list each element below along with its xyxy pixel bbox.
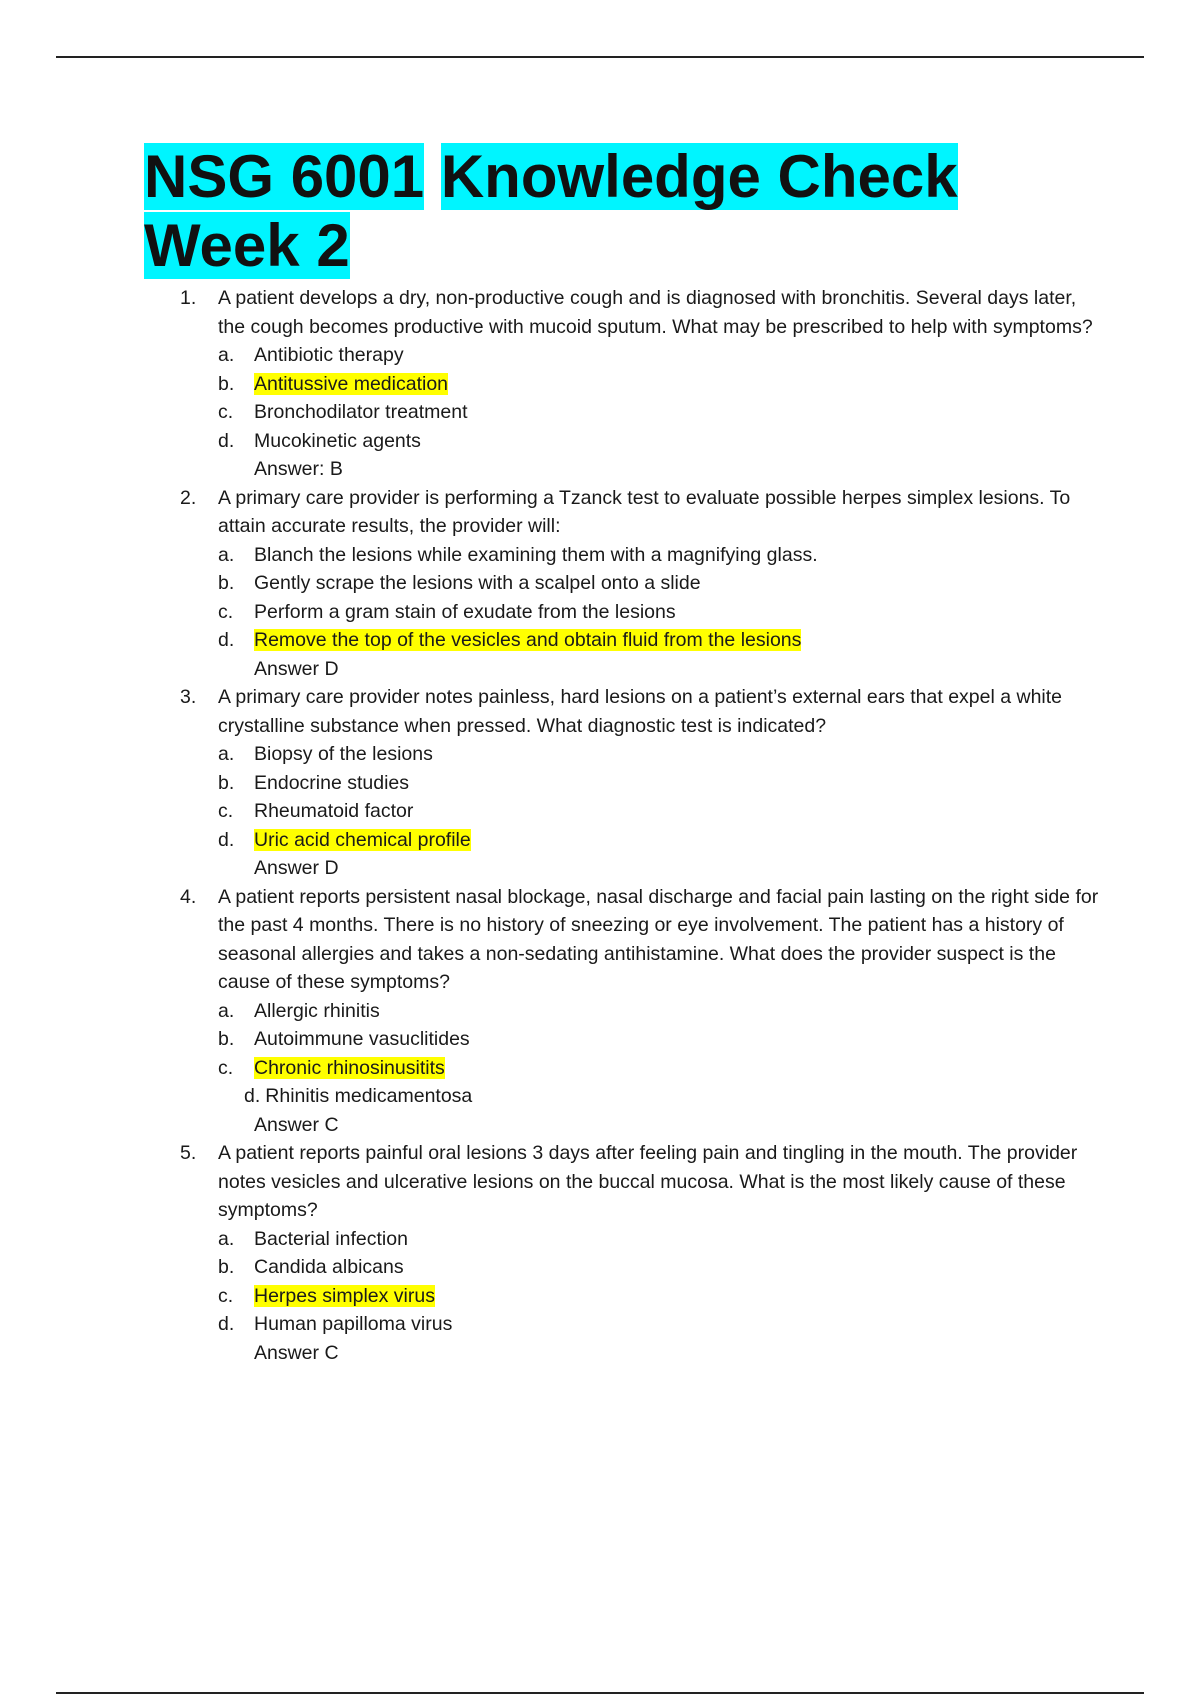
option-text: Chronic rhinosinusitits [254, 1056, 445, 1079]
option-d [218, 427, 1104, 456]
answer-line: Answer C [254, 1113, 339, 1136]
option-label: d. [218, 429, 235, 452]
option-b [218, 1253, 1104, 1282]
option-list [218, 541, 1104, 655]
option-list [218, 740, 1104, 854]
title-segment-knowledge-check: Knowledge Check [440, 143, 958, 210]
question-text: A primary care provider is performing a Tzanck test to evaluate possible herpes simplex lesions. To attain accurate results, the provider will: [218, 486, 1071, 537]
option-list [218, 341, 1104, 455]
highlighted-correct-option: Antitussive medication [254, 372, 449, 395]
question-number: 4. [180, 885, 197, 908]
option-d [218, 1310, 1104, 1339]
option-text: Perform a gram stain of exudate from the lesions [254, 600, 676, 623]
option-d [218, 626, 1104, 655]
option-b [218, 569, 1104, 598]
option-label: c. [218, 600, 234, 623]
document-body [144, 142, 1104, 1367]
option-text: Gently scrape the lesions with a scalpel onto a slide [254, 572, 701, 594]
question-text: A patient reports painful oral lesions 3 days after feeling pain and tingling in the mouth. The provider notes vesicles and ulcerative lesions on the buccal mucosa. What is the most likely cause of these symptoms? [218, 1142, 1078, 1221]
option-a [218, 997, 1104, 1026]
question-list [144, 284, 1104, 1367]
option-a [218, 1225, 1104, 1254]
option-d [218, 826, 1104, 855]
option-text: Rheumatoid factor [254, 800, 414, 822]
question-3 [144, 683, 1104, 883]
option-label: b. [218, 771, 235, 794]
option-c [218, 598, 1104, 627]
question-number: 5. [180, 1142, 197, 1164]
question-4 [144, 883, 1104, 1140]
title-segment-week: Week 2 [144, 212, 350, 279]
option-text: Mucokinetic agents [254, 429, 421, 452]
option-label: b. [218, 1028, 235, 1050]
highlighted-correct-option: Herpes simplex virus [254, 1284, 435, 1307]
option-label: a. [218, 543, 235, 566]
option-text: Rhinitis medicamentosa [265, 1085, 473, 1107]
option-label: a. [218, 743, 235, 765]
question-number: 2. [180, 486, 197, 509]
option-text: Human papilloma virus [254, 1313, 453, 1335]
option-b [218, 370, 1104, 399]
option-a [218, 341, 1104, 370]
answer-line: Answer: B [254, 458, 343, 480]
question-5 [144, 1139, 1104, 1367]
answer-line: Answer D [254, 657, 339, 680]
option-label: b. [218, 1256, 235, 1278]
option-label: c. [218, 401, 234, 423]
option-label: c. [218, 1284, 234, 1307]
question-number: 1. [180, 287, 197, 309]
option-text: Antibiotic therapy [254, 344, 404, 366]
option-label: d. [218, 828, 235, 851]
highlighted-correct-option [218, 1056, 445, 1079]
option-label: b. [218, 372, 235, 395]
option-list [218, 997, 1104, 1111]
option-label: a. [218, 1227, 235, 1250]
option-text: Autoimmune vasuclitides [254, 1028, 470, 1050]
option-d [218, 1082, 1104, 1111]
option-c [218, 398, 1104, 427]
option-text: Endocrine studies [254, 771, 410, 794]
highlighted-correct-option: Remove the top of the vesicles and obtain fluid from the lesions [254, 629, 802, 651]
option-label: d. [244, 1085, 261, 1107]
option-text: Candida albicans [254, 1256, 404, 1278]
option-text: Bacterial infection [254, 1227, 408, 1250]
option-text: Biopsy of the lesions [254, 743, 433, 765]
answer-line: Answer C [254, 1341, 339, 1364]
title-segment-course: NSG 6001 [144, 143, 425, 210]
option-label: b. [218, 572, 235, 594]
option-text: Blanch the lesions while examining them with a magnifying glass. [254, 543, 818, 566]
option-text: Bronchodilator treatment [254, 401, 468, 423]
option-c [218, 1282, 1104, 1311]
option-list [218, 1225, 1104, 1339]
option-c [218, 1054, 1104, 1083]
answer-line: Answer D [254, 857, 339, 879]
question-2 [144, 484, 1104, 684]
option-label: d. [218, 1313, 235, 1335]
option-a [218, 541, 1104, 570]
highlighted-correct-option: Uric acid chemical profile [254, 828, 471, 851]
option-label: d. [218, 629, 235, 651]
question-text: A patient develops a dry, non-productive cough and is diagnosed with bronchitis. Several days later, the cough becomes productive with mucoid sputum. What may be prescribed to help with symptoms? [218, 287, 1093, 338]
option-text: Allergic rhinitis [254, 999, 380, 1022]
page-title [144, 142, 1104, 280]
option-label: a. [218, 999, 235, 1022]
question-text: A primary care provider notes painless, hard lesions on a patient’s external ears that expel a white crystalline substance when pressed. What diagnostic test is indicated? [218, 686, 1063, 737]
option-label: c. [218, 1056, 234, 1079]
option-b [218, 769, 1104, 798]
option-label: c. [218, 800, 234, 822]
option-label: a. [218, 344, 235, 366]
question-1 [144, 284, 1104, 484]
question-text: A patient reports persistent nasal blockage, nasal discharge and facial pain lasting on the right side for the past 4 months. There is no history of sneezing or eye involvement. The patient has a history of seasonal allergies and takes a non-sedating antihistamine. What does the provider suspect is the cause of these symptoms? [218, 885, 1099, 993]
option-a [218, 740, 1104, 769]
bottom-rule [56, 1692, 1144, 1694]
question-number: 3. [180, 686, 197, 708]
top-rule [56, 56, 1144, 58]
option-b [218, 1025, 1104, 1054]
option-c [218, 797, 1104, 826]
